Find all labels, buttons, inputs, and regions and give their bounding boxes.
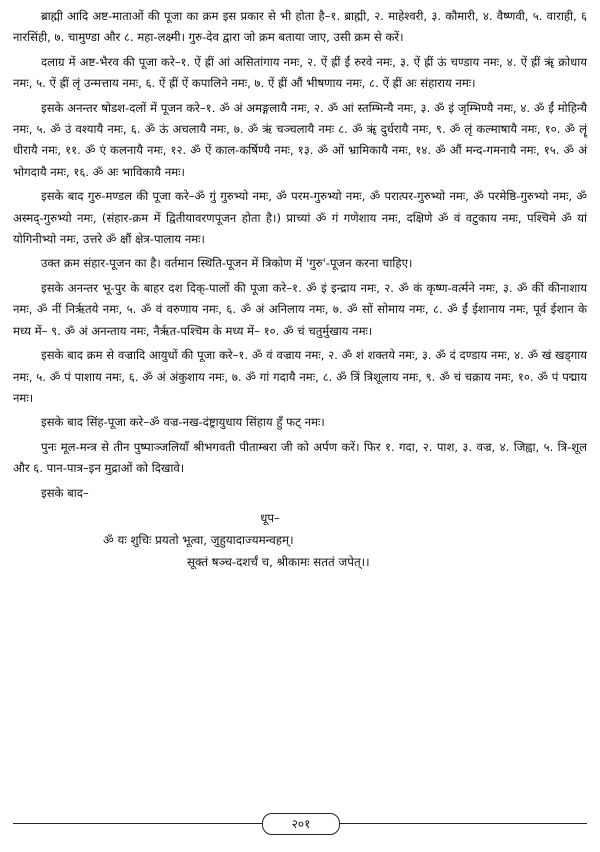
- page-number: २०१: [262, 813, 340, 835]
- paragraph-text: इसके अनन्तर भू-पुर के बाहर दश दिक्-पालों की पूजा करे–१. ॐ इं इन्द्राय नमः, २. ॐ कं कृष्ण-वर्त्मने नमः, ३. ॐ कीं कीनाशाय नमः, ॐ नीं निर्ऋतये नमः, ५. ॐ वं वरुणाय नमः, ६. ॐ अं अनिलाय नमः, ७. ॐ सों सोमाय नमः, ८. ॐ ईं ईशानाय नमः, पूर्व ईशान के मध्य में– ९. ॐ अं अनन्ताय नमः, नैर्ऋत-पश्चिम के मध्य में– १०. ॐ चं चतुर्मुखाय नमः।: [13, 280, 587, 338]
- paragraph-dikpala: [13, 278, 587, 342]
- page-body: [13, 6, 587, 573]
- paragraph-text: इसके बाद गुरु-मण्डल की पूजा करे–ॐ गुं गुरुभ्यो नमः, ॐ परम-गुरुभ्यो नमः, ॐ परात्पर-गुरुभ्यो नमः, ॐ परमेष्ठि-गुरुभ्यो नमः, ॐ अस्मद्-गुरुभ्यो नमः, (संहार-क्रम में द्वितीयावरणपूजन होता है।) प्राच्यां ॐ गं गणेशाय नमः, दक्षिणे ॐ वं वटुकाय नमः, पश्चिमे ॐ यां योगिनीभ्यो नमः, उत्तरे ॐ क्षौं क्षेत्र-पालाय नमः।: [13, 189, 587, 247]
- verse-heading: धूप–: [260, 510, 280, 525]
- paragraph-ayudha: [13, 345, 587, 409]
- paragraph-text: इसके बाद क्रम से वज्रादि आयुधों की पूजा करे–१. ॐ वं वज्राय नमः, २. ॐ शं शक्तये नमः, ३. ॐ दं दण्डाय नमः, ४. ॐ खं खड्गाय नमः, ५. ॐ पं पाशाय नमः, ६. ॐ अं अंकुशाय नमः, ७. ॐ गां गदायै नमः, ८. ॐ त्रिं त्रिशूलाय नमः, ९. ॐ चं चक्राय नमः, १०. ॐ पं पद्माय नमः।: [13, 348, 587, 405]
- paragraph-next: [13, 483, 587, 504]
- paragraph-text: दलाग्र में अष्ट-भैरव की पूजा करे–१. ऐं ह्रीं आं असितांगाय नमः, २. ऐं ह्रीं ईं रुरवे नमः, ३. ऐं ह्रीं ऊं चण्डाय नमः, ४. ऐं ह्रीं ॠं क्रोधाय नमः, ५. ऐं ह्रीं लृं उन्मत्ताय नमः, ६. ऐं ह्रीं ऐं कपालिने नमः, ७. ऐं ह्रीं औं भीषणाय नमः, ८. ऐं ह्रीं अः संहाराय नमः।: [13, 54, 587, 91]
- paragraph-text: ब्राह्मी आदि अष्ट-माताओं की पूजा का क्रम इस प्रकार से भी होता है–१. ब्राह्मी, २. माहेश्वरी, ३. कौमारी, ४. वैष्णवी, ५. वाराही, ६ नारसिंही, ७. चामुण्डा और ८. महा-लक्ष्मी। गुरु-देव द्वारा जो क्रम बताया जाए, उसी क्रम से करें।: [13, 9, 587, 45]
- paragraph-simha-puja: [13, 412, 587, 433]
- paragraph-text: इसके बाद–: [41, 485, 89, 500]
- paragraph-guru-mandala: [13, 186, 587, 250]
- paragraph-text: इसके बाद सिंह-पूजा करे–ॐ वज्र-नख-दंष्ट्रायुधाय सिंहाय हुँ फट् नमः।: [41, 415, 325, 430]
- verse-line-1: ॐ यः शुचिः प्रयतो भूत्वा, जुहुयादाज्यमन्वहम्।: [103, 532, 294, 547]
- paragraph-pushpanjali: [13, 437, 587, 480]
- paragraph-ashta-bhairava: [13, 52, 587, 95]
- paragraph-text: इसके अनन्तर षोडश-दलों में पूजन करे–१. ॐ अं अमङ्गलायै नमः, २. ॐ आं स्तम्भिन्यै नमः, ३. ॐ इं जृम्भिण्यै नमः, ४. ॐ ईं मोहिन्यै नमः, ५. ॐ उं वश्यायै नमः, ६. ॐ ऊं अचलायै नमः, ७. ॐ ऋं चञ्चलायै नमः ८. ॐ ॠं दुर्धरायै नमः, ९. ॐ लृं कल्माषायै नमः, १०. ॐ लॄं धीरायै नमः, ११. ॐ एं कलनायै नमः, १२. ॐ ऐं काल-कर्षिण्यै नमः, १३. ॐ ओं भ्रामिकायै नमः, १४. ॐ औं मन्द-गमनायै नमः, १५. ॐ अं भोगदायै नमः, १६. ॐ अः भाविकायै नमः।: [13, 100, 587, 179]
- paragraph-shodasha-dala: [13, 98, 587, 184]
- paragraph-text: उक्त क्रम संहार-पूजन का है। वर्तमान स्थिति-पूजन में त्रिकोण में 'गुरु'-पूजन करना चाहिए।: [41, 256, 413, 271]
- paragraph-sthiti-pujan: [13, 253, 587, 274]
- verse-line-2: सूक्तं षञ्च-दशर्चं च, श्रीकामः सततं जपेत्।।: [187, 554, 370, 569]
- paragraph-text: पुनः मूल-मन्त्र से तीन पुष्पाञ्जलियाँ श्रीभगवती पीताम्बरा जी को अर्पण करें। फिर १. गदा, २. पाश, ३. वज्र, ४. जिह्वा, ५. त्रि-शूल और ६. पान-पात्र–इन मुद्राओं को दिखावे।: [13, 439, 587, 476]
- paragraph-ashta-matrika: [13, 6, 587, 49]
